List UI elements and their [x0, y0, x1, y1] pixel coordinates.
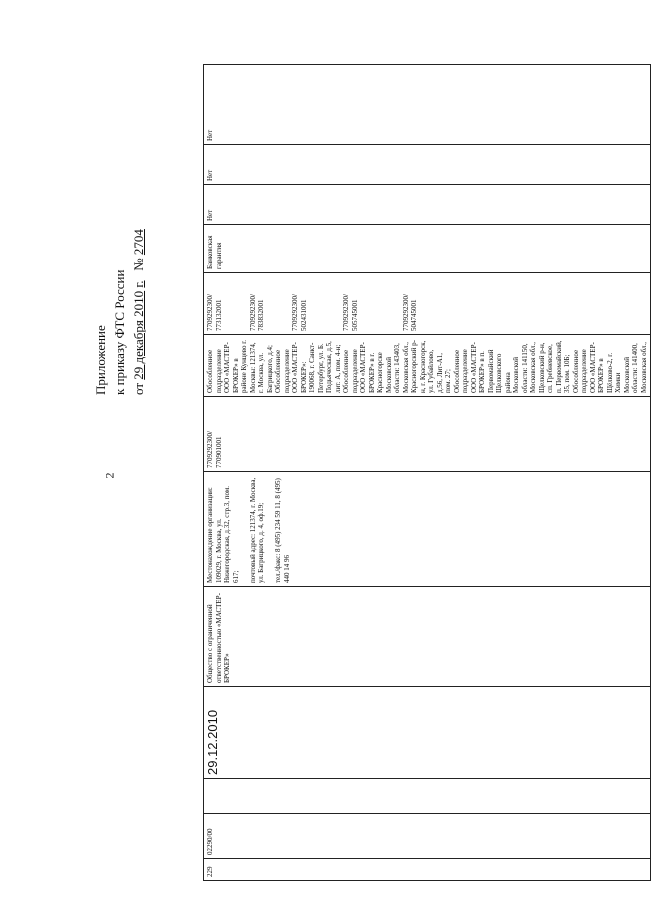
cell-date: 29.12.2010 — [204, 687, 651, 779]
cell-col1: Нет — [204, 185, 651, 225]
cell-security: Банковская гарантия — [204, 225, 651, 273]
page-number: 2 — [102, 472, 117, 479]
cell-col3: Нет — [204, 65, 651, 145]
cell-organization-name: Общество с ограниченной ответственностью «МАСТЕР-БРОКЕР» — [204, 587, 651, 687]
table-row — [204, 65, 651, 881]
header-date: 29 декабря 2010 — [131, 290, 146, 380]
header-order-number: 2704 — [131, 229, 146, 256]
header-line-1: Приложение — [93, 325, 108, 395]
registry-table — [203, 65, 648, 881]
cell-inn: 7709292300/ 770901001 — [204, 397, 651, 472]
cell-col2: Нет — [204, 145, 651, 185]
cell-address: Местонахождение организации: 109029, г. Москва, ул. Нижегородская, д.32, стр.3, пом. 617; почтовый адрес: 121374, г. Москва, ул. Багрицкого, д. 4, оф.19; тел./факс: 8 (495) 234 59 11, 8 (495) 440 14 96 — [204, 472, 651, 587]
document-header — [91, 135, 161, 395]
cell-row-number: 229 — [204, 859, 651, 881]
header-line-2: к приказу ФТС России — [112, 269, 127, 395]
header-line-3: от 29 декабря 2010 г. № 2704 — [131, 229, 146, 395]
cell-branch-inns: 7709292300/ 773132001 7709292300/ 783832001 7709292300/ 502431001 7709292300/ 505745001 7709292300/ 504745001 — [204, 273, 651, 335]
cell-registry-code: 02290/00 — [204, 814, 651, 859]
cell-branches: Обособленное подразделение ООО «МАСТЕР-БРОКЕР» в районе Кунцево г. Москвы: 121374, г. Москва, ул. Багрицкого, д.4; Обособленное подразделение ООО «МАСТЕР-БРОКЕР»: 190068, г. Санкт-Петербург, ул. Б. Подьяческая, д.5, лит. А, пом. 4-н; Обособленное подразделение ООО «МАСТЕР-БРОКЕР» в г. Красногорске Московской области: 143403, Московская обл., Красногорский р-н, г. Красногорск, ул. Губайлово, д.56, Лит-А1, пом. 27; Обособленное подразделение ООО «МАСТЕР-БРОКЕР» в п. Первомайский Щелковского района Московской области: 141150, Московская обл., Щелковский р-н, сп. Гребневское, п. Первомайский, 35, пом. 10Б; Обособленное подразделение ООО «МАСТЕР-БРОКЕР» в Щёлково-2, г. Химки Московской области: 141400, Московская обл., — [204, 335, 651, 397]
